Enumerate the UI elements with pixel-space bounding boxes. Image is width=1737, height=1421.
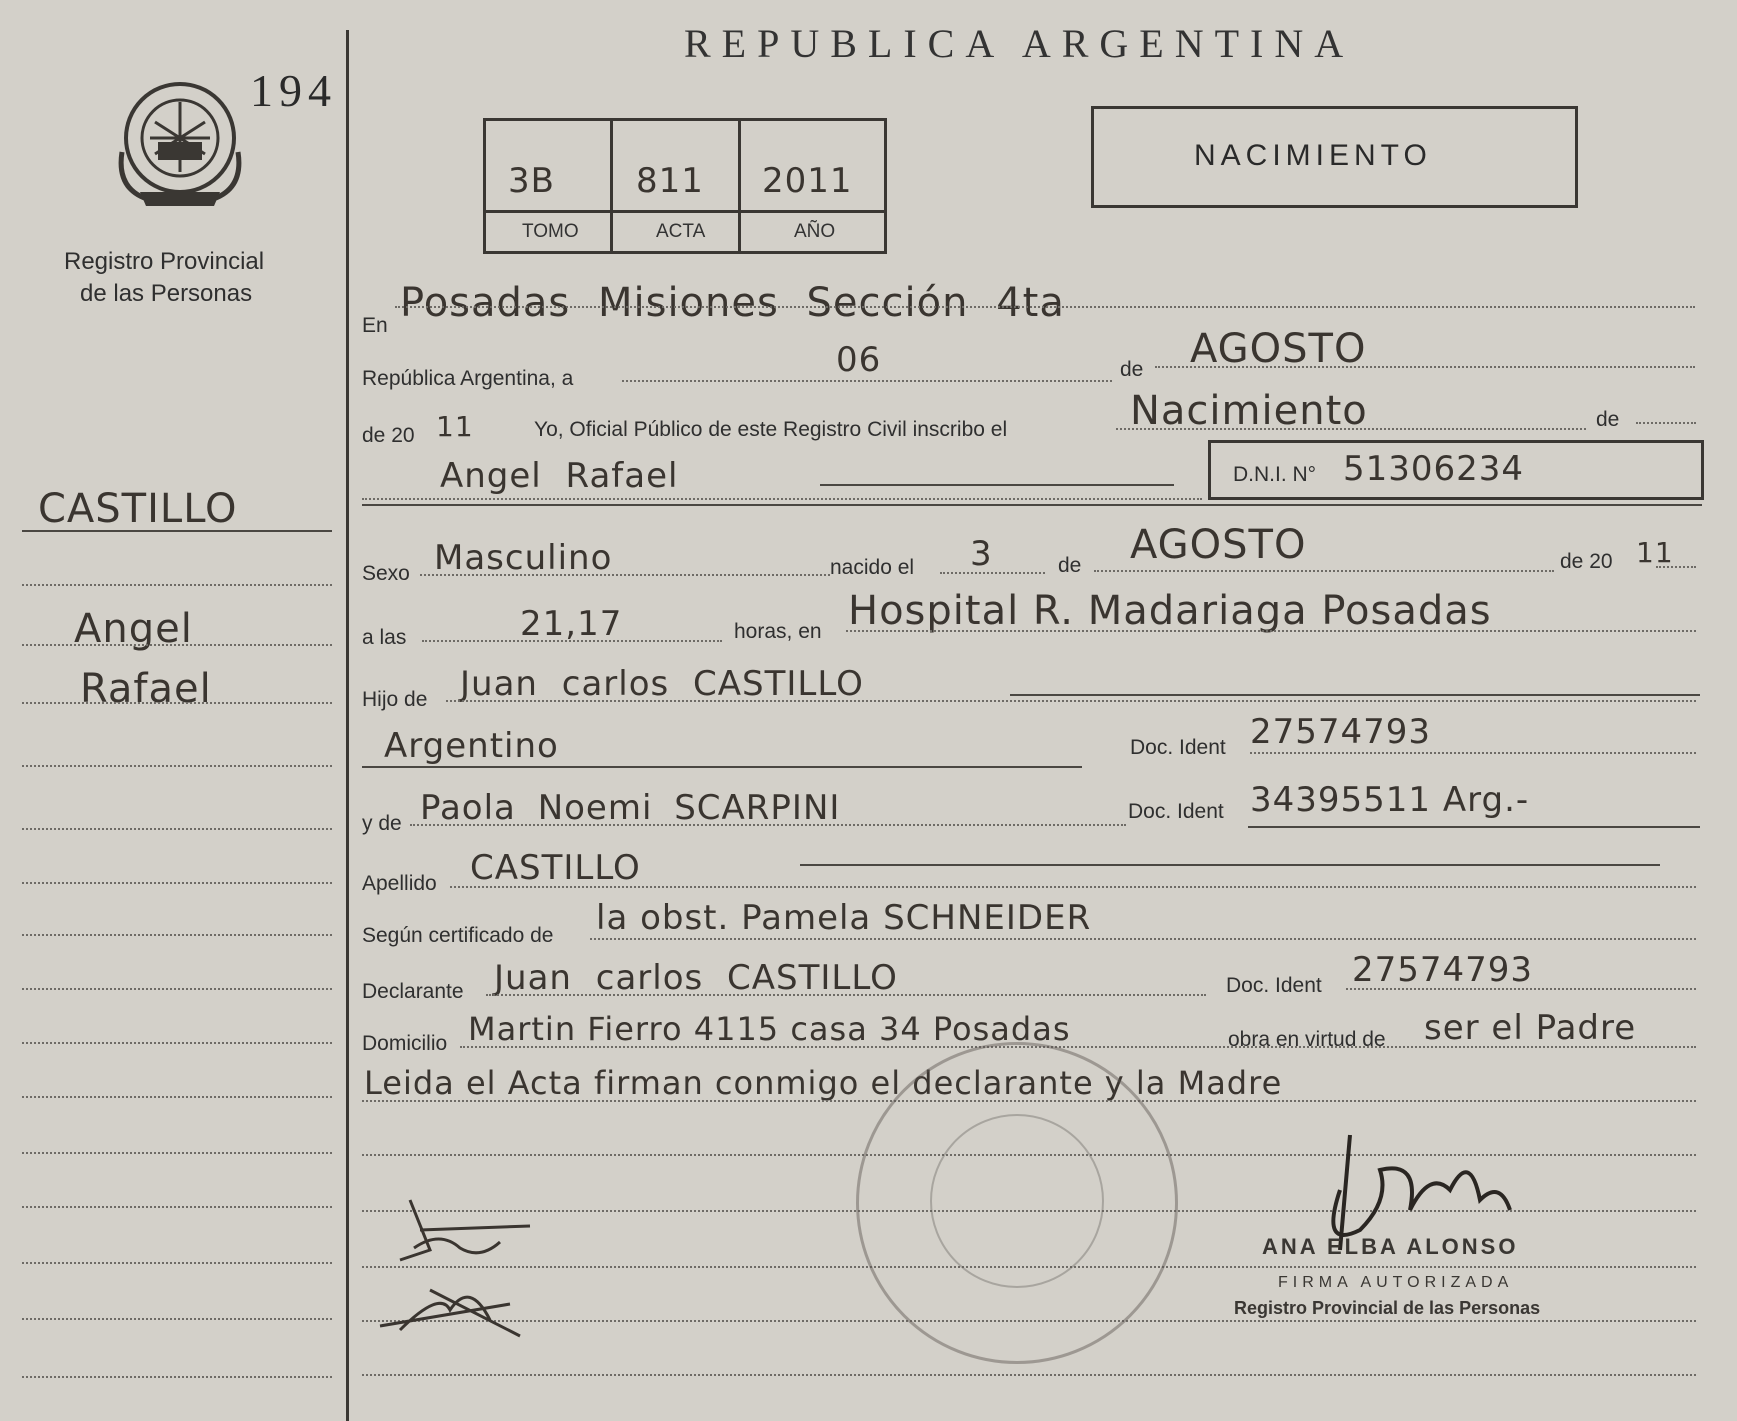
place-value: Hospital R. Madariaga Posadas <box>848 588 1492 634</box>
birth-year-value: 11 <box>1636 536 1674 569</box>
acta-value: 811 <box>636 161 704 201</box>
registry-name-line1: Registro Provincial <box>64 248 265 275</box>
country-title: REPUBLICA ARGENTINA <box>684 21 1355 66</box>
sexo-label: Sexo <box>362 562 410 585</box>
hour-value: 21,17 <box>520 604 623 644</box>
doc-ident-label-3: Doc. Ident <box>1226 974 1322 997</box>
official-org: Registro Provincial de las Personas <box>1234 1298 1541 1318</box>
year-suffix-value: 11 <box>436 410 474 443</box>
obra-value: ser el Padre <box>1424 1008 1637 1048</box>
en-label: En <box>362 314 388 337</box>
de-label-3: de <box>1058 554 1082 577</box>
left-margin-divider <box>346 30 349 1421</box>
acta-label: ACTA <box>656 221 706 242</box>
mother-doc-value: 34395511 Arg.- <box>1250 780 1530 820</box>
declarant-signature-icon <box>370 1190 570 1340</box>
hijo-label: Hijo de <box>362 688 428 711</box>
tomo-value: 3B <box>508 161 555 201</box>
birth-month-value: AGOSTO <box>1130 522 1307 568</box>
doc-ident-label-1: Doc. Ident <box>1130 736 1226 759</box>
nacido-label: nacido el <box>830 556 915 579</box>
sidebar-given-name-2: Rafael <box>80 666 212 712</box>
declarante-value: Juan carlos CASTILLO <box>494 958 898 998</box>
declarante-doc-value: 27574793 <box>1352 950 1534 990</box>
dni-label: D.N.I. N° <box>1233 463 1317 486</box>
tomo-label: TOMO <box>522 221 579 242</box>
act-value: Nacimiento <box>1130 388 1368 434</box>
provincial-seal-icon <box>110 72 250 212</box>
en-value: Posadas Misiones Sección 4ta <box>400 280 1065 326</box>
yde-label: y de <box>362 812 402 835</box>
father-value: Juan carlos CASTILLO <box>460 664 864 704</box>
year-prefix-label: de 20 <box>362 424 415 447</box>
birth-year-label: de 20 <box>1560 550 1613 573</box>
page-number: 194 <box>250 65 337 116</box>
birth-day-value: 3 <box>970 534 993 574</box>
yo-oficial-label: Yo, Oficial Público de este Registro Civil inscribo el <box>534 418 1008 441</box>
segun-value: la obst. Pamela SCHNEIDER <box>596 898 1092 938</box>
sexo-value: Masculino <box>434 538 613 578</box>
sidebar-surname: CASTILLO <box>38 486 238 532</box>
father-nationality-value: Argentino <box>384 726 559 766</box>
child-name-value: Angel Rafael <box>440 456 679 496</box>
month-value: AGOSTO <box>1190 326 1367 372</box>
record-type-box <box>1091 106 1578 208</box>
leida-value: Leida el Acta firman conmigo el declarante y la Madre <box>364 1064 1283 1102</box>
apellido-value: CASTILLO <box>470 848 641 888</box>
republica-label: República Argentina, a <box>362 367 574 390</box>
record-number-box <box>483 118 887 254</box>
day-value: 06 <box>836 340 882 380</box>
dni-box <box>1208 440 1704 500</box>
official-name: ANA ELBA ALONSO <box>1262 1234 1519 1259</box>
ano-label: AÑO <box>794 221 836 242</box>
sidebar-given-name-1: Angel <box>74 606 193 652</box>
dni-value: 51306234 <box>1343 449 1525 489</box>
ano-value: 2011 <box>762 161 853 201</box>
father-doc-value: 27574793 <box>1250 712 1432 752</box>
de-label-2: de <box>1596 408 1620 431</box>
doc-ident-label-2: Doc. Ident <box>1128 800 1224 823</box>
domicilio-value: Martin Fierro 4115 casa 34 Posadas <box>468 1010 1071 1048</box>
apellido-label: Apellido <box>362 872 437 895</box>
declarante-label: Declarante <box>362 980 464 1003</box>
de-label: de <box>1120 358 1144 381</box>
domicilio-label: Domicilio <box>362 1032 448 1055</box>
mother-value: Paola Noemi SCARPINI <box>420 788 841 828</box>
official-round-stamp-inner <box>930 1114 1104 1288</box>
segun-label: Según certificado de <box>362 924 554 947</box>
official-role: FIRMA AUTORIZADA <box>1278 1274 1514 1291</box>
obra-label: obra en virtud de <box>1228 1028 1386 1051</box>
record-type-title: NACIMIENTO <box>1194 139 1432 172</box>
horas-label: horas, en <box>734 620 822 643</box>
alas-label: a las <box>362 626 407 649</box>
registry-name-line2: de las Personas <box>80 280 253 307</box>
